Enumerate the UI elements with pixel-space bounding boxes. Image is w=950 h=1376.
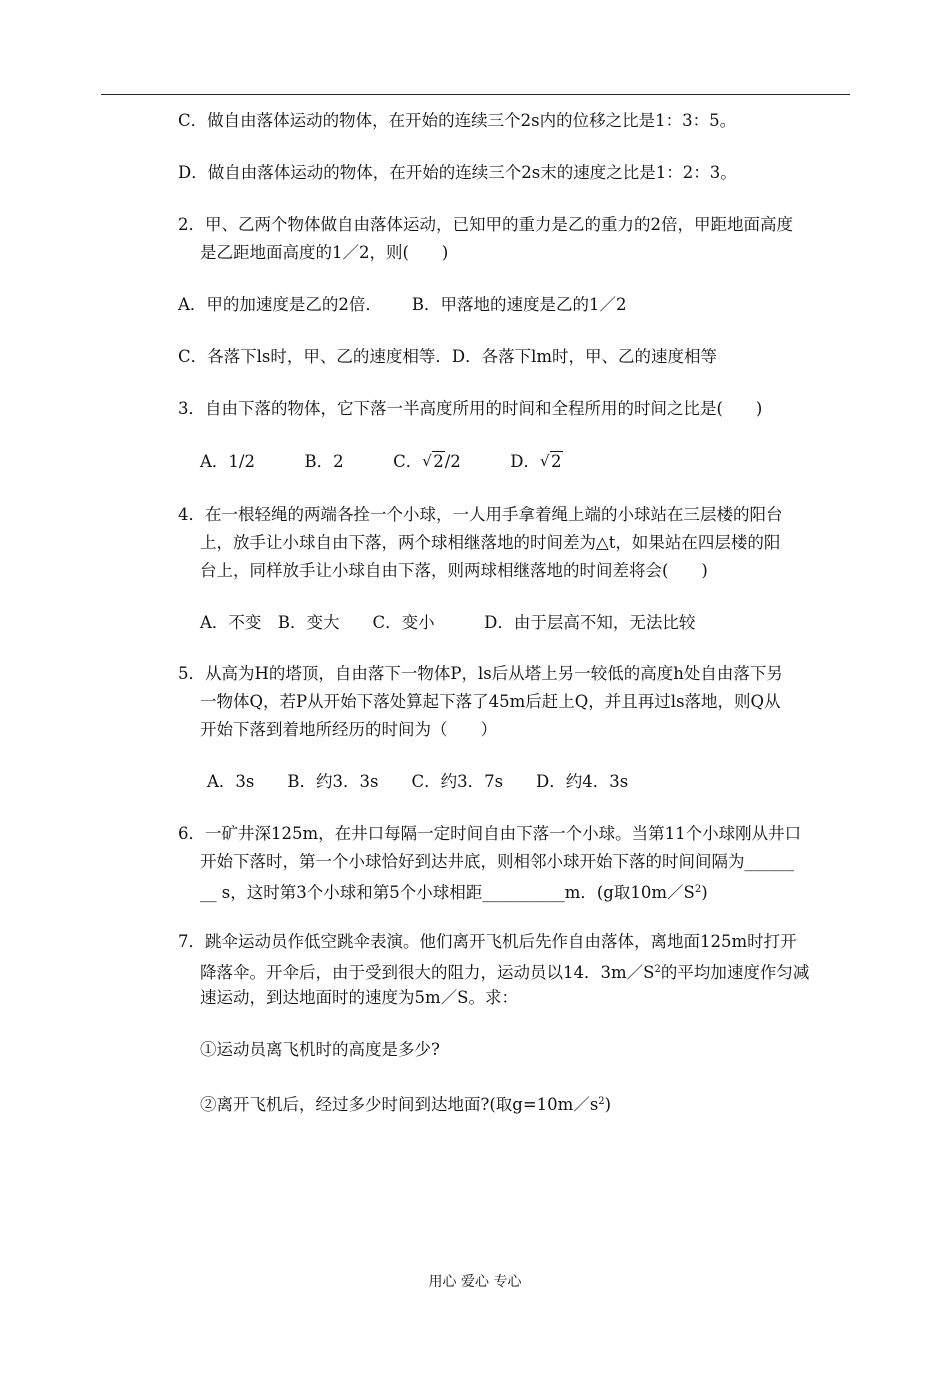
header-rule (101, 94, 850, 95)
q7-stem-line2 (200, 960, 809, 983)
sqrt-symbol: √ 2 (422, 452, 444, 471)
q5-options: A．3s B．约3．3s C．约3．7s D．约4．3s (207, 772, 629, 791)
q7-stem-line3: 速运动，到达地面时的速度为5m／S。求： (200, 988, 518, 1007)
q7-sub2-text: ②离开飞机后，经过多少时间到达地面?(取g=10m／s (200, 1095, 599, 1114)
q2-stem-line1: 2．甲、乙两个物体做自由落体运动，已知甲的重力是乙的重力的2倍，甲距地面高度 (178, 215, 793, 234)
q5-stem-line3: 开始下落到着地所经历的时间为（ ） (200, 720, 497, 739)
q3-options-text-a: A．1/2 B．2 C． (200, 452, 423, 471)
q7-sub2-tail: ) (604, 1095, 612, 1114)
q1-option-c: C．做自由落体运动的物体，在开始的连续三个2s内的位移之比是1：3：5。 (178, 111, 737, 130)
q3-stem: 3．自由下落的物体，它下落一半高度所用的时间和全程所用的时间之比是( ) (178, 399, 763, 418)
q6-stem-line2: 开始下落时，第一个小球恰好到达井底，则相邻小球开始下落的时间间隔为______ (200, 852, 794, 871)
q4-options: A．不变 B．变大 C．变小 D．由于层高不知，无法比较 (200, 613, 696, 632)
q7-subquestion-1: ①运动员离飞机时的高度是多少? (200, 1040, 440, 1059)
q3-options (200, 452, 563, 472)
q5-stem-line1: 5．从高为H的塔顶，自由落下一物体P，ls后从塔上另一较低的高度h处自由落下另 (178, 664, 783, 683)
q4-stem-line3: 台上，同样放手让小球自由下落，则两球相继落地的时间差将会( ) (200, 561, 708, 580)
q7-subquestion-2 (200, 1092, 611, 1115)
q7-stem-line1: 7．跳伞运动员作低空跳伞表演。他们离开飞机后先作自由落体，离地面125m时打开 (178, 932, 797, 951)
q6-stem-line3 (200, 880, 708, 903)
q3-options-text-c: /2 D． (444, 452, 541, 471)
q7-line2-tail: 的平均加速度作匀减 (660, 963, 810, 982)
sqrt-symbol: √ 2 (540, 452, 562, 471)
q5-stem-line2: 一物体Q，若P从开始下落处算起下落了45m后赶上Q，并且再过ls落地，则Q从 (200, 692, 781, 711)
superscript: 2 (598, 1096, 605, 1107)
superscript: 2 (654, 964, 661, 975)
q4-stem-line1: 4．在一根轻绳的两端各拴一个小球，一人用手拿着绳上端的小球站在三层楼的阳台 (178, 505, 783, 524)
q2-options-cd: C．各落下ls时，甲、乙的速度相等．D．各落下lm时，甲、乙的速度相等 (178, 347, 718, 366)
q7-line2-text: 降落伞。开伞后，由于受到很大的阻力，运动员以14．3m／S (200, 963, 655, 982)
q1-option-d: D．做自由落体运动的物体，在开始的连续三个2s末的速度之比是1：2：3。 (178, 163, 737, 182)
q2-options-ab: A．甲的加速度是乙的2倍． B．甲落地的速度是乙的1／2 (178, 295, 627, 314)
superscript: 2 (694, 884, 702, 895)
q6-stem-line1: 6．一矿井深125m，在井口每隔一定时间自由下落一个小球。当第11个小球刚从井口 (178, 824, 802, 843)
q4-stem-line2: 上，放手让小球自由下落，两个球相继落地的时间差为△t，如果站在四层楼的阳 (200, 533, 781, 552)
q2-stem-line2: 是乙距地面高度的1／2，则( ) (200, 243, 449, 262)
q6-line3-tail: ) (701, 883, 708, 902)
page-footer: 用心 爱心 专心 (428, 1274, 522, 1290)
q6-line3-text: __ s，这时第3个小球和第5个小球相距__________m．(g取10m／S (200, 883, 695, 902)
